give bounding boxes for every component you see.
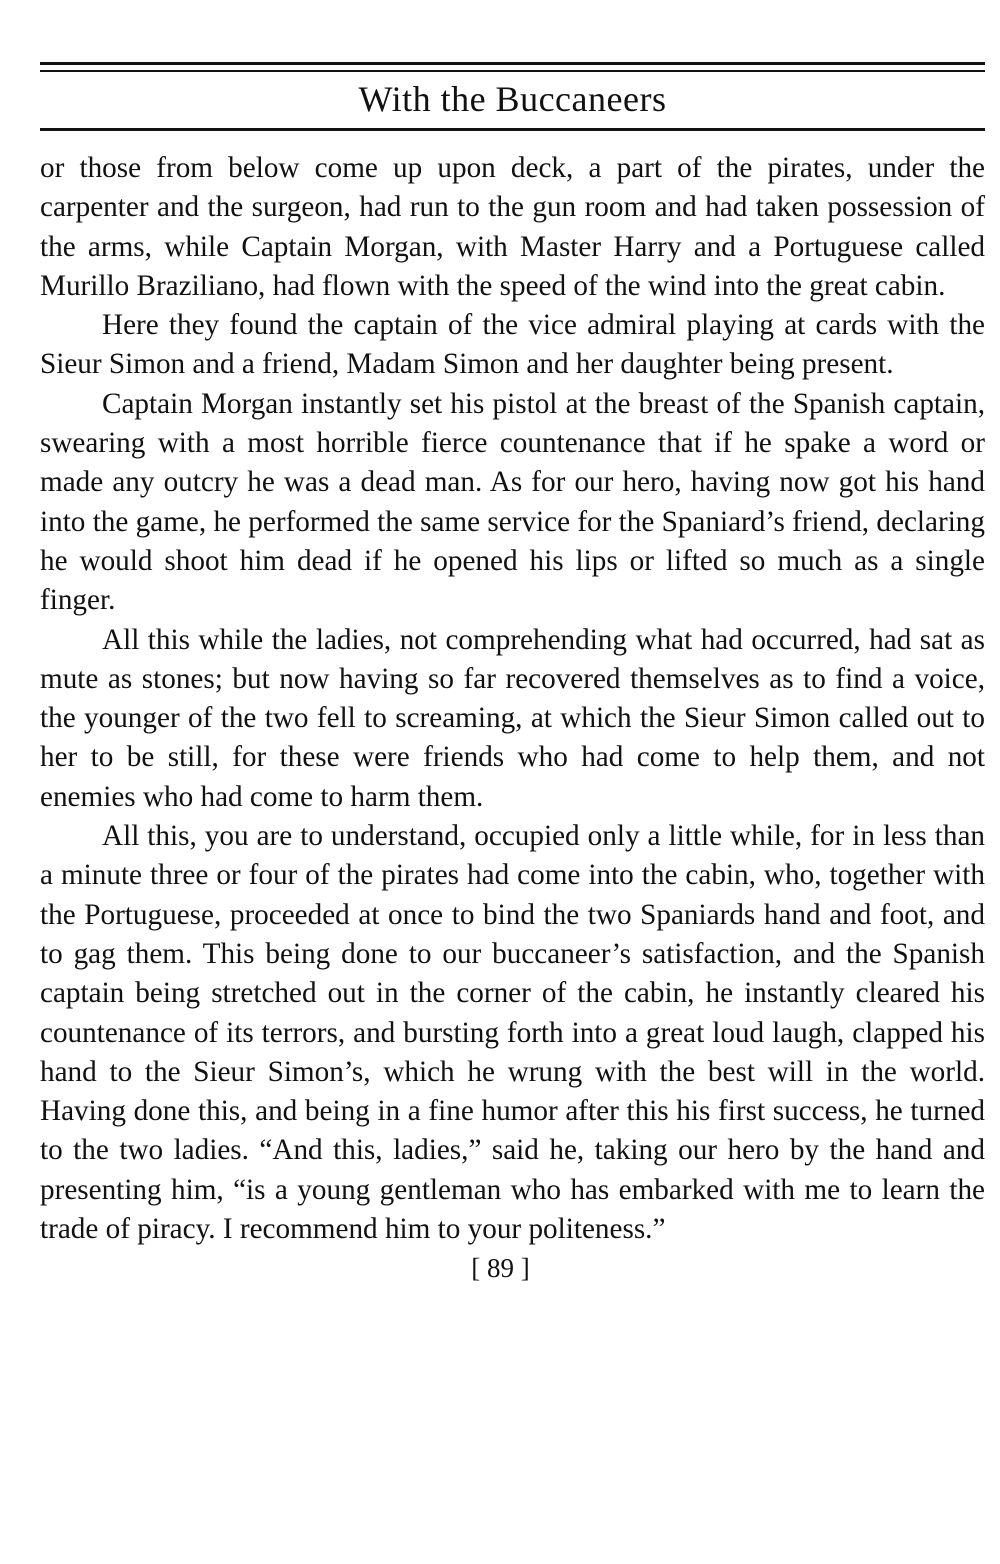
header-double-rule xyxy=(40,62,985,72)
paragraph: All this while the ladies, not comprehending what had occurred, had sat as mute as stones; but now having so far recovered themselves as to find a voice, the younger of the two fell to screaming, at which the Sieur Simon called out to her to be still, for these were friends who had come to help them, and not enemies who had come to harm them. xyxy=(40,623,985,813)
body-text xyxy=(40,149,985,1249)
paragraph: Here they found the captain of the vice admiral playing at cards with the Sieur Simon and a friend, Madam Simon and her daughter being present. xyxy=(40,309,985,381)
paragraph-continued: or those from below come up upon deck, a part of the pirates, under the carpenter and the surgeon, had run to the gun room and had taken possession of the arms, while Captain Morgan, with Master Harry and a Portuguese called Murillo Braziliano, had flown with the speed of the wind into the great cabin. xyxy=(40,152,985,302)
paragraph: Captain Morgan instantly set his pistol at the breast of the Spanish captain, swearing with a most horrible fierce countenance that if he spake a word or made any outcry he was a dead man. As for our hero, having now got his hand into the game, he performed the same service for the Spaniard’s friend, declaring he would shoot him dead if he opened his lips or lifted so much as a single finger. xyxy=(40,387,985,617)
paragraph: All this, you are to understand, occupied only a little while, for in less than a minute three or four of the pirates had come into the cabin, who, together with the Portuguese, proceeded at once to bind the two Spaniards hand and foot, and to gag them. This being done to our buccaneer’s satisfaction, and the Spanish captain being stretched out in the corner of the cabin, he instantly cleared his countenance of its terrors, and bursting forth into a great loud laugh, clapped his hand to the Sieur Simon’s, which he wrung with the best will in the world. Having done this, and being in a fine humor after this his first success, he turned to the two ladies. “And this, ladies,” said he, taking our hero by the hand and presenting him, “is a young gentleman who has embarked with me to learn the trade of piracy. I recommend him to your politeness.” xyxy=(40,820,985,1246)
book-page xyxy=(40,62,985,1285)
running-title: With the Buccaneers xyxy=(358,79,667,119)
header-rule xyxy=(40,128,985,131)
page-number: [ 89 ] xyxy=(471,1253,530,1284)
